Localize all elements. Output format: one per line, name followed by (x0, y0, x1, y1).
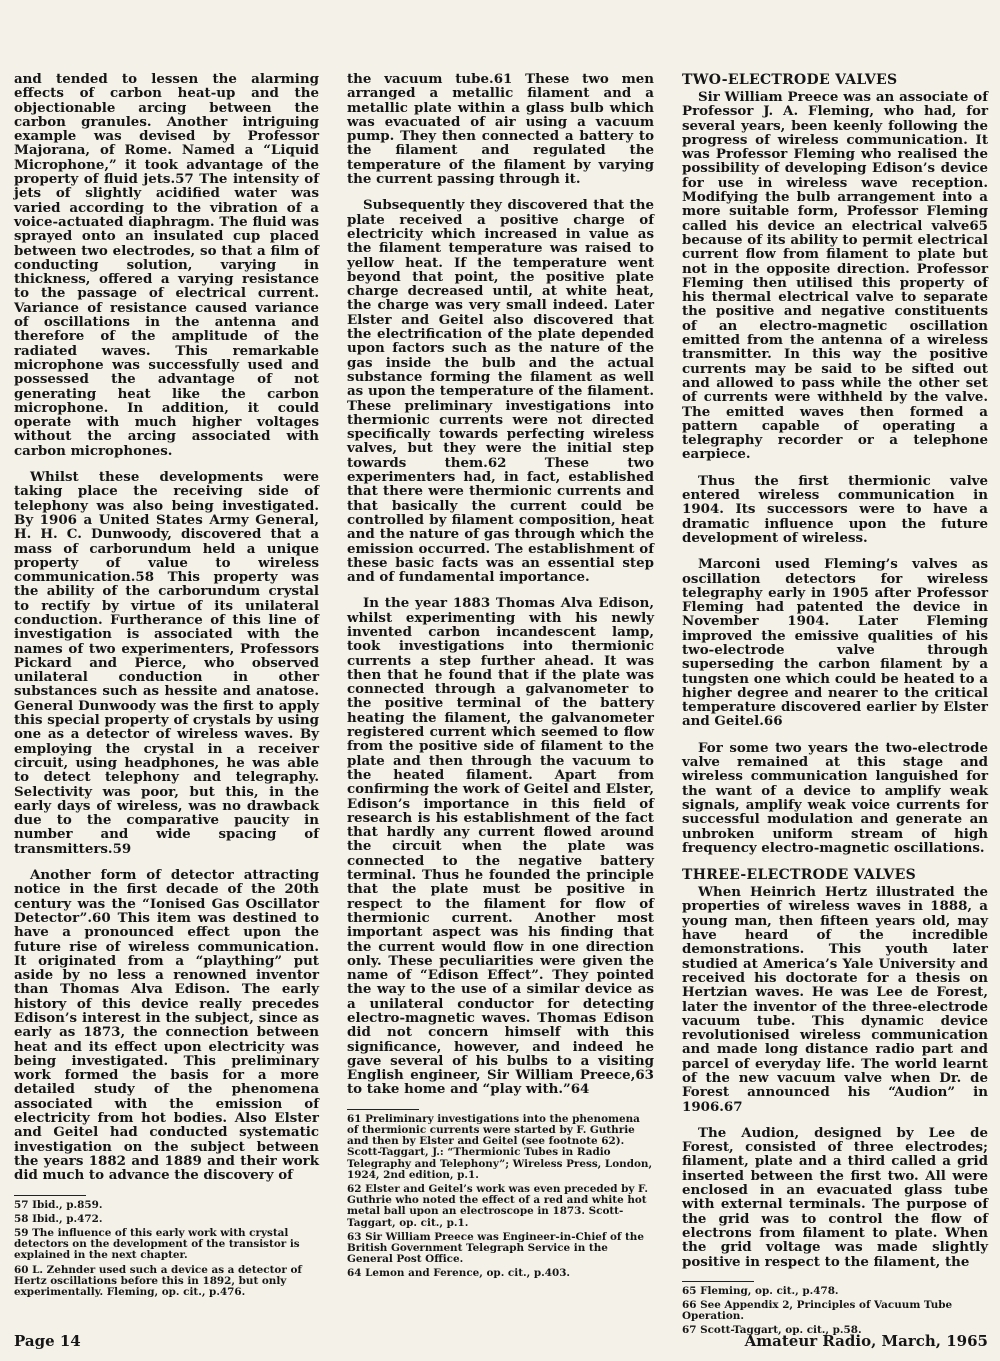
journal-citation: Amateur Radio, March, 1965 (744, 1332, 988, 1350)
footnote: 65 Fleming, op. cit., p.478. (682, 1284, 839, 1297)
footnote: 66 See Appendix 2, Principles of Vacuum Tube Operation. (682, 1299, 953, 1323)
footnote: 58 Ibid., p.472. (14, 1212, 103, 1225)
paragraph: Another form of detector attracting notice in the first decade of the 20th century was the “Ionised Gas Oscillator Detector”.60 This item was destined to have a pronounced effect upon the future rise of wireless communication. It originated from a “plaything” put aside by no less a renowned inventor than Thomas Alva Edison. The early history of this device really precedes Edison’s interest in the subject, since as early as 1873, the connection between heat and its effect upon electricity was being investigated. This preliminary work formed the basis for a more detailed study of the phenomena associated with the emission of electricity from hot bodies. Also Elster and Geitel had conducted systematic investigation on the subject between the years 1882 and 1889 and their work did much to advance the discovery of (14, 867, 319, 1184)
footnote-divider (682, 1281, 754, 1282)
footnote: 62 Elster and Geitel’s work was even preceded by F. Guthrie who noted the effect of a red and white hot metal ball upon an electroscope in 1873. Scott-Taggart, op. cit., p.1. (347, 1183, 648, 1229)
column-3 (682, 72, 988, 1340)
paragraph: the vacuum tube.61 These two men arranged a metallic filament and a metallic plate within a glass bulb which was evacuated of air using a vacuum pump. They then connected a battery to the filament and regulated the temperature of the filament by varying the current passing through it. (347, 71, 654, 188)
footnote: 67 Scott-Taggart, op. cit., p.58. (682, 1324, 862, 1337)
paragraph: Whilst these developments were taking place the receiving side of telephony was also being investigated. By 1906 a United States Army General, H. H. C. Dunwoody, discovered that a mass of carborundum held a unique property of value to wireless communication.58 This property was the ability of the carborundum crystal to rectify by virtue of its unilateral conduction. Furtherance of this line of investigation is associated with the names of two experimenters, Professors Pickard and Pierce, who observed unilateral conduction in other substances such as hessite and anatose. General Dunwoody was the first to apply this special property of crystals by using one as a detector of wireless waves. By employing the crystal in a receiver circuit, using headphones, he was able to detect telephony and telegraphy. Selectivity was poor, but this, in the early days of wireless, was no drawback due to the comparative paucity in number and wide spacing of transmitters.59 (14, 469, 319, 857)
column-1 (14, 72, 319, 1301)
footnote: 63 Sir William Preece was Engineer-in-Chief of the British Government Telegraph Service in the General Post Office. (347, 1230, 644, 1266)
paragraph: The Audion, designed by Lee de Forest, consisted of three electrodes; filament, plate and a third called a grid inserted between the first two. All were enclosed in an evacuated glass tube with external terminals. The purpose of the grid was to control the flow of electrons from filament to plate. When the grid voltage was made slightly positive in respect to the filament, the (682, 1124, 988, 1270)
paragraph: When Heinrich Hertz illustrated the properties of wireless waves in 1888, a young man, then fifteen years old, may have heard of the incredible demonstrations. This youth later studied at America’s Yale University and received his doctorate for a thesis on Hertzian waves. He was Lee de Forest, later the inventor of the three-electrode vacuum tube. This dynamic device revolutionised wireless communication and made long distance radio part and parcel of everyday life. The world learnt of the new vacuum valve when Dr. de Forest announced his “Audion” in 1906.67 (682, 884, 988, 1115)
footnote-divider (14, 1195, 86, 1196)
paragraph: In the year 1883 Thomas Alva Edison, whilst experimenting with his newly invented carbon incandescent lamp, took investigations into thermionic currents a step further ahead. It was then that he found that if the plate was connected through a galvanometer to the positive terminal of the battery heating the filament, the galvanometer registered current which seemed to flow from the positive side of filament to the plate and then through the vacuum to the heated filament. Apart from confirming the work of Geitel and Elster, Edison’s importance in this field of research is his establishment of the fact that hardly any current flowed around the circuit when the plate was connected to the negative battery terminal. Thus he founded the principle that the plate must be positive in respect to the filament for flow of thermionic current. Another most important aspect was his finding that the current would flow in one direction only. These peculiarities were given the name of “Edison Effect”. They pointed the way to the use of a similar device as a unilateral conductor for detecting electro-magnetic waves. Thomas Edison did not concern himself with this significance, however, and indeed he gave several of his bulbs to a visiting English engineer, Sir William Preece,63 to take home and “play with.”64 (347, 595, 654, 1098)
paragraph (682, 90, 988, 462)
section-heading: THREE-ELECTRODE VALVES (682, 867, 917, 884)
footnote: 59 The influence of this early work with crystal detectors on the development of the transistor is explained in the next chapter. (14, 1226, 300, 1262)
footnote: 57 Ibid., p.859. (14, 1198, 103, 1211)
paragraph-text: Professor Fleming then utilised this property of his thermal electrical valve to separate the positive and negative constituents of an electro-magnetic oscillation emitted from the antenna of a wireless transmitter. In this way the positive currents may be said to be sifted out and allowed to pass while the other set of currents were withheld by the valve. The emitted waves then formed a pattern capable of operating a telegraphy recorder or a telephone earpiece. (682, 260, 988, 463)
column-2 (347, 72, 654, 1283)
footnote-divider (347, 1109, 419, 1110)
paragraph: Marconi used Fleming’s valves as oscillation detectors for wireless telegraphy early in 1905 after Professor Fleming had patented the device in November 1904. Later Fleming improved the emissive qualities of his two-electrode valve through superseding the carbon filament by a tungsten one which could be heated to a higher degree and nearer to the critical temperature discovered earlier by Elster and Geitel.66 (682, 556, 988, 730)
paragraph: For some two years the two-electrode valve remained at this stage and wireless communication languished for the want of a device to amplify weak signals, amplify weak voice currents for successful modulation and generate an unbroken uniform stream of high frequency electro-magnetic oscillations. (682, 739, 988, 856)
section-heading: TWO-ELECTRODE VALVES (682, 72, 898, 88)
paragraph: and tended to lessen the alarming effects of carbon heat-up and the objectionable arcing between the carbon granules. Another intriguing example was devised by Professor Majorana, of Rome. Named a “Liquid Microphone,” it took advantage of the property of fluid jets.57 The intensity of jets of slightly acidified water was varied according to the vibration of a voice-actuated diaphragm. The fluid was sprayed onto an insulated cup placed between two electrodes, so that a film of conducting solution, varying in thickness, offered a varying resistance to the passage of electrical current. Variance of resistance caused variance of oscillations in the antenna and therefore of the amplitude of the radiated waves. This remarkable microphone was successfully used and possessed the advantage of not generating heat like the carbon microphone. In addition, it could operate with much higher voltages without the arcing associated with carbon microphones. (14, 71, 319, 459)
page-number: Page 14 (14, 1332, 81, 1350)
footnote: 61 Preliminary investigations into the phenomena of thermionic currents were started by F. Guthrie and then by Elster and Geitel (see footnote 62). Scott-Taggart, J.: “Thermionic Tubes in Radio Telegraphy and Telephony”; Wireless Press, London, 1924, 2nd edition, p.1. (347, 1112, 653, 1181)
paragraph-text: Sir William Preece was an associate of Professor J. A. Fleming, who had, for several years, been keenly following the progress of wireless communication. It was Professor Fleming who realised the possibility of developing Edison’s device for use in wireless wave reception. Modifying the bulb arrangement into a more suitable form, Professor Fleming called his device an electrical valve65 because of its ability to permit electrical current flow from filament to plate but (682, 89, 988, 263)
page-footer (14, 1332, 988, 1350)
emphasis-text: not in the opposite direction. (682, 260, 910, 277)
footnote: 64 Lemon and Ference, op. cit., p.403. (347, 1267, 571, 1280)
footnote: 60 L. Zehnder used such a device as a detector of Hertz oscillations before this in 1892, but only experimentally. Fleming, op. cit., p.476. (14, 1263, 302, 1298)
paragraph: Thus the first thermionic valve entered wireless communication in 1904. Its successors were to have a dramatic influence upon the future development of wireless. (682, 472, 988, 546)
paragraph: Subsequently they discovered that the plate received a positive charge of electricity which increased in value as the filament temperature was raised to yellow heat. If the temperature went beyond that point, the positive plate charge decreased until, at white heat, the charge was very small indeed. Later Elster and Geitel also discovered that the electrification of the plate depended upon factors such as the nature of the gas inside the bulb and the actual substance forming the filament as well as upon the temperature of the filament. These preliminary investigations into thermionic currents were not directed specifically towards perfecting wireless valves, but they were the initial step towards them.62 These two experimenters had, in fact, established that there were thermionic currents and that basically the current could be controlled by filament composition, heat and the nature of gas through which the emission occurred. The establishment of these basic facts was an essential step and of fundamental importance. (347, 197, 654, 586)
